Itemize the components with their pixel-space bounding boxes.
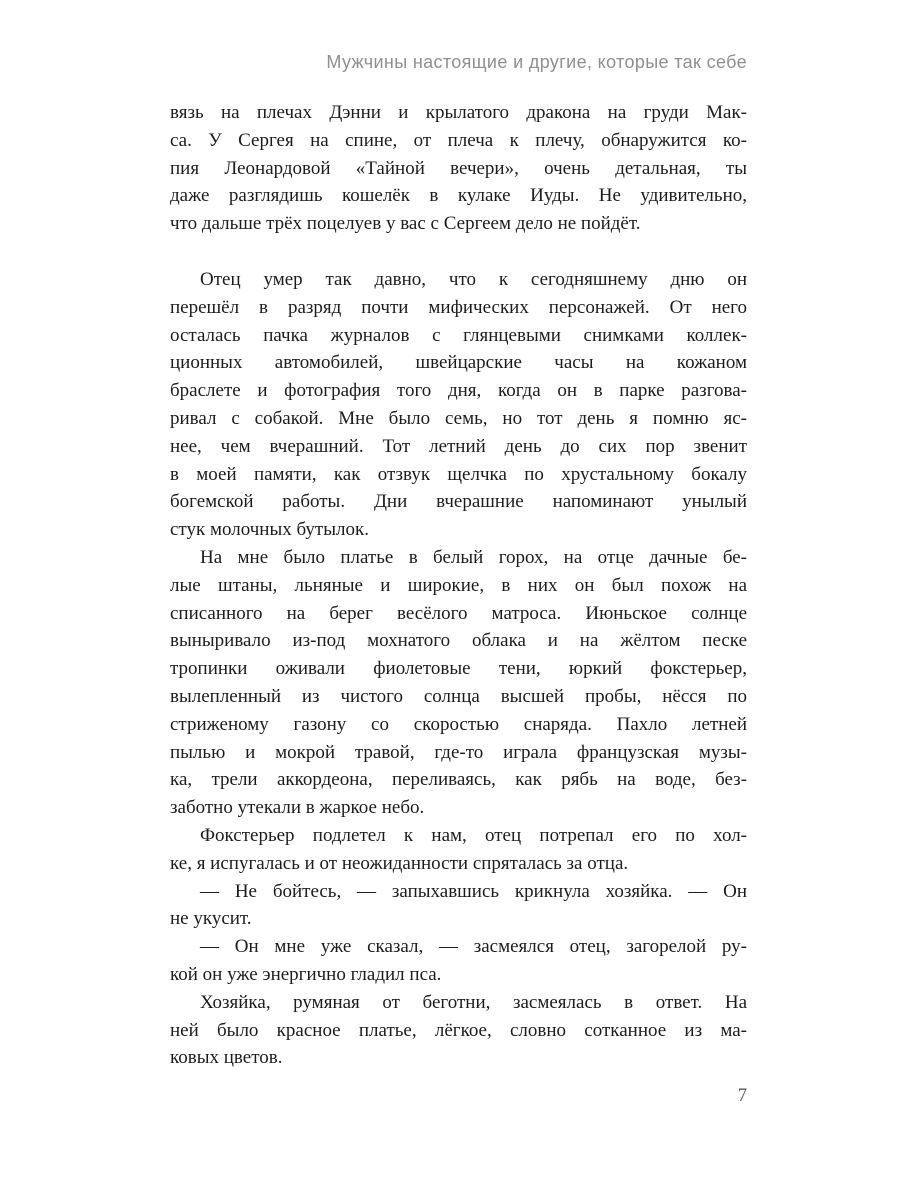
- text-line: — Он мне уже сказал, — засмеялся отец, загорелой ру-: [200, 936, 747, 958]
- text-line: перешёл в разряд почти мифических персонажей. От него: [170, 296, 747, 318]
- text-line: не укусит.: [170, 908, 252, 930]
- running-header: Мужчины настоящие и другие, которые так себе: [326, 52, 747, 72]
- paragraph: [170, 878, 747, 934]
- text-line: вылепленный из чистого солнца высшей пробы, нёсся по: [170, 685, 747, 707]
- text-line: вязь на плечах Дэнни и крылатого дракона на груди Мак-: [170, 102, 747, 123]
- text-line: ка, трели аккордеона, переливаясь, как рябь на воде, без-: [170, 769, 747, 791]
- text-line: ривал с собакой. Мне было семь, но тот день я помню яс-: [170, 407, 747, 429]
- text-line: стриженому газону со скоростью снаряда. Пахло летней: [170, 713, 747, 735]
- text-line: Хозяйка, румяная от беготни, засмеялась в ответ. На: [200, 991, 747, 1013]
- text-line: пия Леонардовой «Тайной вечери», очень детальная, ты: [170, 157, 747, 179]
- text-line: Фокстерьер подлетел к нам, отец потрепал его по хол-: [200, 824, 747, 846]
- text-line: что дальше трёх поцелуев у вас с Сергеем дело не пойдёт.: [170, 213, 641, 235]
- text-line: — Не бойтесь, — запыхавшись крикнула хозяйка. — Он: [200, 880, 747, 902]
- text-line: лые штаны, льняные и широкие, в них он был похож на: [170, 574, 747, 596]
- text-line: ковых цветов.: [170, 1047, 283, 1069]
- paragraph: [170, 822, 747, 878]
- text-line: са. У Сергея на спине, от плеча к плечу, обнаружится ко-: [170, 129, 747, 151]
- text-line: На мне было платье в белый горох, на отце дачные бе-: [200, 546, 747, 568]
- text-line: заботно утекали в жаркое небо.: [170, 797, 425, 819]
- text-line: ке, я испугалась и от неожиданности спряталась за отца.: [170, 852, 629, 874]
- text-line: пылью и мокрой травой, где-то играла французская музы-: [170, 741, 747, 763]
- text-line: ней было красное платье, лёгкое, словно сотканное из ма-: [170, 1019, 747, 1041]
- text-line: нее, чем вчерашний. Тот летний день до сих пор звенит: [170, 435, 747, 457]
- text-line: богемской работы. Дни вчерашние напоминают унылый: [170, 491, 747, 513]
- paragraph: [170, 544, 747, 822]
- paragraph: [170, 266, 747, 544]
- text-line: тропинки оживали фиолетовые тени, юркий фокстерьер,: [170, 658, 747, 680]
- text-line: осталась пачка журналов с глянцевыми снимками коллек-: [170, 324, 747, 346]
- text-line: в моей памяти, как отзвук щелчка по хрустальному бокалу: [170, 463, 747, 485]
- page-number: 7: [737, 1086, 747, 1106]
- text-line: кой он уже энергично гладил пса.: [170, 963, 442, 985]
- text-line: ционных автомобилей, швейцарские часы на кожаном: [170, 352, 747, 374]
- text-block: [170, 99, 747, 1072]
- text-line: стук молочных бутылок.: [170, 519, 369, 541]
- text-line: списанного на берег весёлого матроса. Июньское солнце: [170, 602, 747, 624]
- paragraph: [170, 933, 747, 989]
- paragraph: [170, 989, 747, 1072]
- paragraph: [170, 99, 747, 238]
- text-line: даже разглядишь кошелёк в кулаке Иуды. Не удивительно,: [170, 185, 747, 207]
- text-line: браслете и фотография того дня, когда он в парке разгова-: [170, 380, 747, 402]
- text-line: выныривало из-под мохнатого облака и на жёлтом песке: [170, 630, 747, 652]
- text-line: Отец умер так давно, что к сегодняшнему дню он: [200, 268, 747, 290]
